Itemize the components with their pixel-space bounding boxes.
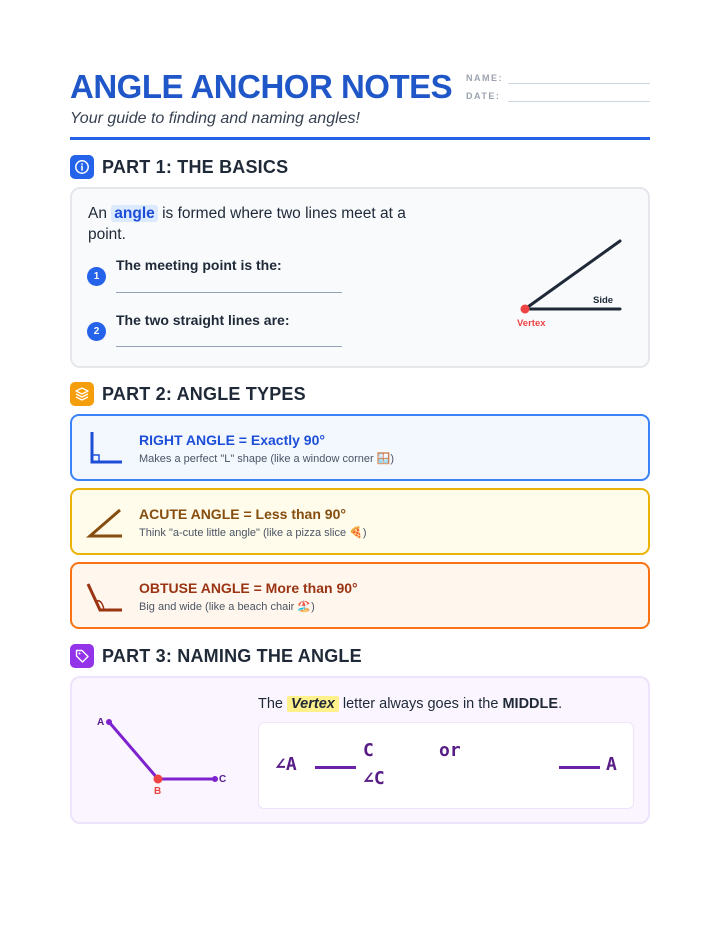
part1-heading [70, 155, 288, 179]
tag-icon [70, 644, 94, 668]
or-separator: or [439, 740, 461, 761]
question-2-text: The two straight lines are: [116, 312, 290, 328]
abc-angle-diagram [88, 708, 238, 798]
vertex-label: Vertex [517, 318, 546, 329]
rule-end: . [558, 696, 563, 712]
right-angle-desc: Makes a perfect "L" shape (like a window corner 🪟) [139, 453, 395, 465]
page-title: ANGLE ANCHOR NOTES [70, 68, 453, 105]
question-1-text: The meeting point is the: [116, 257, 282, 273]
right-angle-icon [86, 428, 126, 468]
obtuse-angle-title: OBTUSE ANGLE = More than 90° [139, 580, 358, 596]
obtuse-angle-desc: Big and wide (like a beach chair 🏖️) [139, 601, 315, 613]
part2-heading [70, 382, 306, 406]
intro-text-start: An [88, 205, 107, 222]
point-c [212, 776, 218, 782]
point-a-label: A [97, 717, 105, 728]
side-label: Side [593, 295, 614, 306]
acute-angle-card [70, 488, 650, 555]
acute-angle-icon [86, 502, 126, 542]
part2-title: PART 2: ANGLE TYPES [102, 383, 306, 404]
first-name-bar [315, 766, 356, 769]
date-field-line[interactable] [508, 101, 650, 102]
name-label: NAME: [466, 73, 503, 83]
date-label: DATE: [466, 91, 501, 101]
page-subtitle: Your guide to finding and naming angles! [70, 110, 360, 127]
obtuse-angle-icon [86, 576, 126, 616]
naming-examples [258, 722, 634, 809]
obtuse-angle-card [70, 562, 650, 629]
second-end-letter: A [606, 754, 617, 775]
middle-emphasis: MIDDLE [502, 696, 559, 712]
acute-angle-title: ACUTE ANGLE = Less than 90° [139, 506, 346, 522]
angle-diagram [502, 229, 632, 339]
name-field-line[interactable] [508, 83, 650, 84]
intro-text-end: is formed where two lines meet at a point. [88, 205, 406, 243]
answer-line-2[interactable] [116, 346, 342, 347]
acute-angle-desc: Think "a-cute little angle" (like a pizza slice 🍕) [139, 527, 367, 539]
ray-ba [109, 722, 158, 779]
naming-card [70, 676, 650, 824]
vertex-term: Vertex [287, 696, 339, 712]
part3-title: PART 3: NAMING THE ANGLE [102, 645, 362, 666]
part1-title: PART 1: THE BASICS [102, 156, 289, 177]
rule-start: The [258, 696, 283, 712]
point-b-label: B [154, 786, 162, 797]
page-header [70, 68, 650, 128]
angle-definition [88, 203, 448, 245]
point-a [106, 719, 112, 725]
basics-card [70, 187, 650, 368]
first-top-letter: C [363, 740, 374, 761]
angle-term: angle [111, 205, 157, 222]
right-angle-title: RIGHT ANGLE = Exactly 90° [139, 432, 325, 448]
answer-line-1[interactable] [116, 292, 342, 293]
vertex-point [521, 305, 530, 314]
layers-icon [70, 382, 94, 406]
point-c-label: C [219, 774, 227, 785]
header-divider [70, 137, 650, 140]
second-name-bar [559, 766, 600, 769]
point-b-vertex [154, 775, 163, 784]
rule-middle: letter always goes in the [342, 696, 499, 712]
right-angle-card [70, 414, 650, 481]
question-number-2: 2 [87, 322, 106, 341]
second-angle-name: ∠C [363, 768, 385, 789]
first-angle-name: ∠A [275, 754, 297, 775]
part3-heading [70, 644, 362, 668]
info-icon [70, 155, 94, 179]
question-number-1: 1 [87, 267, 106, 286]
vertex-rule-text [258, 696, 562, 712]
